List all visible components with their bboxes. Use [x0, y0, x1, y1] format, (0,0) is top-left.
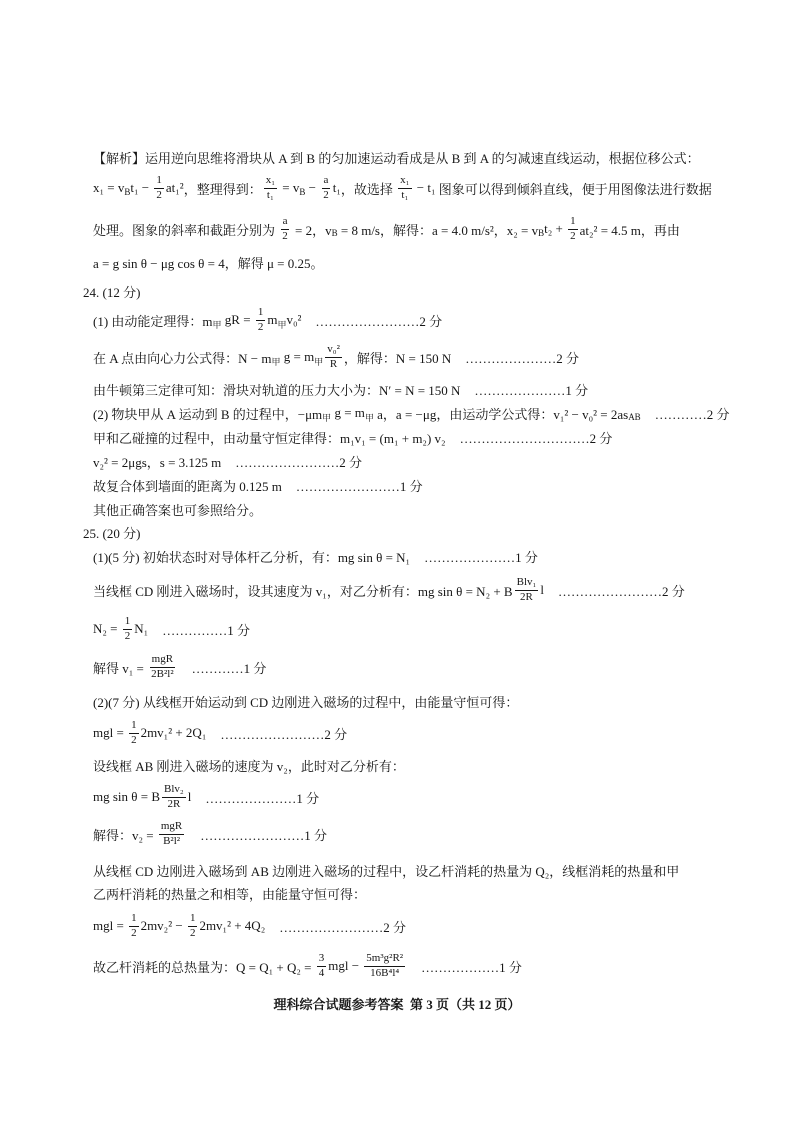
text-segment: = 8 m/s，解得：a = 4.0 m/s²，x₂ = v	[337, 222, 539, 238]
q25-heading: 25. (20 分)	[83, 525, 141, 541]
fraction	[515, 576, 539, 603]
text-segment: ，故选择	[340, 181, 397, 197]
text-segment: 图象可以得到倾斜直线，便于用图像法进行数据	[438, 181, 712, 197]
subscript: 甲	[322, 412, 332, 423]
text-segment: g = m	[280, 349, 315, 364]
text-segment: at₁²	[165, 180, 184, 195]
fraction-numerator: 1	[123, 615, 133, 629]
text-segment: 2mv₁² + 4Q₂	[199, 918, 266, 933]
fraction	[149, 653, 176, 680]
text-segment: mg sin θ = B	[93, 789, 161, 804]
fraction	[256, 306, 266, 333]
text-segment: = v	[279, 180, 300, 195]
fraction-denominator: 2B²l²	[151, 667, 174, 680]
text-segment: 当线框 CD 刚进入磁场时，设其速度为 v₁，对乙分析有：mg sin θ = N₂ + B	[93, 583, 513, 599]
fraction-numerator: 1	[188, 912, 198, 926]
text-segment: 故复合体到墙面的距离为 0.125 m	[93, 478, 282, 494]
subscript: 甲	[212, 319, 222, 330]
q24-line-1	[93, 300, 442, 340]
score-leader: ……………………2 分	[279, 919, 406, 935]
fraction-denominator: 2	[323, 188, 329, 201]
text-segment: = 2，v	[291, 222, 332, 238]
q25-line-7: 设线框 AB 刚进入磁场的速度为 v₂，此时对乙分析有：	[93, 758, 405, 774]
score-leader: …………………1 分	[424, 549, 538, 565]
fraction-numerator: 1	[256, 306, 266, 320]
fraction-denominator: 16B⁴l⁴	[370, 966, 400, 979]
fraction-numerator: 1	[154, 174, 164, 188]
fraction-numerator: 1	[568, 215, 578, 229]
fraction	[159, 820, 184, 847]
fraction-denominator: R	[329, 357, 338, 370]
score-leader: ……………………2 分	[557, 583, 685, 599]
text-segment: 解得 v₁ =	[93, 660, 148, 676]
fraction-numerator: 1	[129, 719, 139, 733]
score-leader: ……………1 分	[162, 622, 250, 638]
score-leader: …………2 分	[654, 406, 730, 422]
subscript: 甲	[314, 356, 324, 367]
subscript: 甲	[271, 356, 281, 367]
text-segment: 由牛顿第三定律可知：滑块对轨道的压力大小为：N′ = N = 150 N	[93, 382, 461, 398]
analysis-line-2	[93, 168, 712, 208]
subscript: B	[331, 228, 338, 238]
fraction-denominator: 2R	[520, 590, 533, 603]
fraction	[398, 174, 411, 201]
text-segment: v₀²	[286, 312, 302, 327]
text-segment: (1) 由动能定理得：m	[93, 313, 213, 329]
q25-line-9	[93, 814, 327, 854]
text-segment: gR =	[221, 312, 254, 327]
text-segment: (1)(5 分) 初始状态时对导体杆乙分析，有：mg sin θ = N₁	[93, 549, 411, 565]
q25-line-12	[93, 906, 406, 946]
q25-line-8	[93, 777, 319, 817]
fraction	[129, 912, 139, 939]
subscript: 甲	[277, 319, 287, 330]
text-segment: 故乙杆消耗的总热量为：Q = Q₁ + Q₂ =	[93, 959, 315, 975]
analysis-line-1: 【解析】运用逆向思维将滑块从 A 到 B 的匀加速运动看成是从 B 到 A 的匀减速直线运动，根据位移公式：	[93, 150, 700, 166]
subscript: AB	[628, 412, 641, 422]
text-segment: a，a = −μg，由运动学公式得：v₁² − v₀² = 2as	[373, 406, 629, 422]
text-segment: t₁ −	[130, 180, 153, 195]
text-segment: 解得：v₂ =	[93, 827, 157, 843]
text-segment: 处理。图象的斜率和截距分别为	[93, 222, 279, 238]
text-segment: (2) 物块甲从 A 运动到 B 的过程中，−μm	[93, 406, 323, 422]
text-segment: mgl =	[93, 918, 128, 933]
fraction-denominator: 2	[189, 926, 196, 939]
score-leader: …………………2 分	[465, 350, 580, 366]
text-segment: m	[267, 312, 278, 327]
fraction	[129, 719, 139, 746]
fraction	[364, 952, 405, 979]
fraction	[317, 952, 327, 979]
fraction-denominator: 2R	[167, 797, 181, 810]
text-segment: − t₁	[413, 180, 439, 195]
fraction-numerator: x₁	[264, 174, 277, 188]
text-segment: g = m	[331, 405, 365, 420]
fraction	[154, 174, 164, 201]
fraction-denominator: t₁	[401, 188, 409, 201]
fraction-numerator: a	[322, 174, 331, 188]
analysis-line-4: a = g sin θ − μg cos θ = 4，解得 μ = 0.25。	[93, 255, 324, 271]
q25-line-5: (2)(7 分) 从线框开始运动到 CD 边刚进入磁场的过程中，由能量守恒可得：	[93, 694, 519, 710]
text-segment: v₂² = 2μgs，s = 3.125 m	[93, 454, 222, 470]
text-segment: ，解得：N = 150 N	[343, 350, 452, 366]
fraction-numerator: mgR	[159, 820, 184, 834]
text-segment: at₂² = 4.5 m，再由	[579, 222, 680, 238]
subscript: B	[538, 228, 545, 238]
text-segment: 在 A 点由向心力公式得：N − m	[93, 350, 272, 366]
score-leader: ……………………2 分	[235, 454, 363, 470]
text-segment: N₁	[134, 621, 149, 636]
subscript: B	[124, 187, 131, 197]
q24-heading: 24. (12 分)	[83, 284, 141, 300]
fraction	[321, 174, 331, 201]
subscript: B	[299, 187, 306, 197]
fraction	[264, 174, 277, 201]
fraction-denominator: 4	[318, 966, 325, 979]
fraction-denominator: 2	[124, 629, 131, 642]
page-footer: 理科综合试题参考答案 第 3 页（共 12 页）	[273, 996, 521, 1012]
text-segment: l	[187, 789, 192, 804]
q24-line-8: 其他正确答案也可参照给分。	[93, 502, 263, 518]
score-leader: ……………………2 分	[220, 726, 348, 742]
fraction	[162, 783, 186, 810]
text-segment: mgl =	[93, 725, 128, 740]
fraction	[280, 215, 290, 242]
fraction	[568, 215, 578, 242]
fraction	[325, 343, 342, 370]
fraction	[123, 615, 133, 642]
fraction-numerator: mgR	[150, 653, 175, 667]
fraction-numerator: x₁	[398, 174, 411, 188]
fraction-numerator: Blv₁	[515, 576, 539, 590]
fraction-numerator: v₀²	[325, 343, 342, 357]
fraction-denominator: B²l²	[163, 834, 181, 847]
score-leader: ……………………1 分	[200, 827, 328, 843]
text-segment: ，整理得到：	[183, 181, 262, 197]
fraction-denominator: 2	[156, 188, 162, 201]
q25-line-13	[93, 946, 522, 986]
fraction-denominator: 2	[570, 229, 576, 242]
text-segment: 2mv₂² −	[140, 918, 186, 933]
fraction-numerator: Blv₂	[162, 783, 186, 797]
q25-line-10: 从线框 CD 边刚进入磁场到 AB 边刚进入磁场的过程中，设乙杆消耗的热量为 Q₂，线框消耗的热量和甲	[93, 863, 680, 879]
text-segment: t₂ +	[544, 221, 567, 236]
fraction	[188, 912, 198, 939]
fraction-denominator: 2	[282, 229, 288, 242]
q25-line-3	[93, 609, 250, 649]
text-segment: t₁	[332, 180, 341, 195]
fraction-denominator: 2	[131, 926, 137, 939]
score-leader: ………………1 分	[421, 959, 522, 975]
score-leader: …………1 分	[191, 660, 267, 676]
text-segment: x₁ = v	[93, 180, 125, 195]
fraction-numerator: 5m³g²R²	[364, 952, 405, 966]
text-segment: 2mv₁² + 2Q₁	[140, 725, 207, 740]
score-leader: ……………………2 分	[315, 313, 443, 329]
fraction-denominator: 2	[131, 733, 137, 746]
score-leader: ……………………1 分	[295, 478, 423, 494]
text-segment: 甲和乙碰撞的过程中，由动量守恒定律得：m₁v₁ = (m₁ + m₂) v₂	[93, 430, 446, 446]
fraction-denominator: 2	[257, 320, 264, 333]
text-segment: −	[305, 180, 320, 195]
fraction-numerator: 3	[317, 952, 327, 966]
fraction-denominator: t₁	[266, 188, 274, 201]
subscript: 甲	[364, 412, 374, 423]
score-leader: …………………1 分	[474, 382, 589, 398]
text-segment: N₂ =	[93, 621, 121, 636]
fraction-numerator: 1	[129, 912, 139, 926]
q25-line-11: 乙两杆消耗的热量之和相等，由能量守恒可得：	[93, 886, 367, 902]
text-segment: l	[540, 582, 544, 597]
q25-line-2	[93, 570, 685, 610]
score-leader: …………………1 分	[205, 790, 320, 806]
text-segment: mgl −	[328, 958, 363, 973]
score-leader: …………………………2 分	[459, 430, 613, 446]
fraction-numerator: a	[281, 215, 290, 229]
